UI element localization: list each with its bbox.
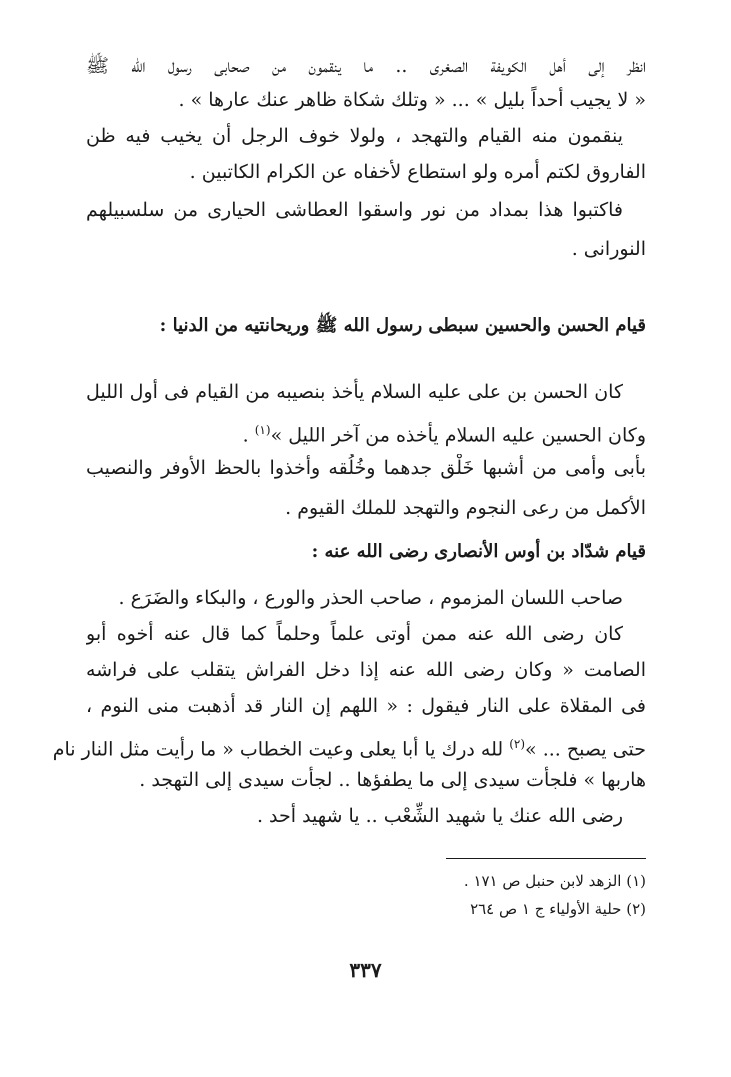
text-line: ينقمون منه القيام والتهجد ، ولولا خوف الرجل أن يخيب فيه ظن — [86, 125, 623, 147]
text-segment: وكان الحسين عليه السلام يأخذه من آخر الليل » — [270, 424, 646, 447]
text-line: بأبى وأمى من أشبها خَلْق جدهما وخُلُقه وأخذوا بالحظ الأوفر والنصيب — [86, 457, 646, 479]
text-line: الصامت « وكان رضى الله عنه إذا دخل الفراش يتقلب على فراشه — [86, 659, 646, 681]
footnote-marker: (١) — [254, 423, 271, 437]
text-segment: . — [242, 424, 255, 447]
text-line: انظر إلى أهل الكويفة الصغرى .. ما ينقمون من صحابى رسول الله ﷺ — [86, 55, 646, 77]
text-line: كان رضى الله عنه ممن أوتى علماً وحلماً كما قال عنه أخوه أبو — [86, 623, 623, 645]
text-line: رضى الله عنك يا شهيد الشِّعْب .. يا شهيد أحد . — [256, 805, 623, 827]
text-line: هاربها » فلجأت سيدى إلى ما يطفؤها .. لجأت سيدى إلى التهجد . — [139, 769, 646, 791]
text-segment: حتى يصبح ... » — [525, 738, 646, 761]
text-line: فى المقلاة على النار فيقول : « اللهم إن النار قد أذهبت منى النوم ، — [86, 695, 646, 717]
footnote-divider — [446, 858, 646, 859]
text-line — [52, 730, 646, 763]
text-line: كان الحسن بن على عليه السلام يأخذ بنصيبه من القيام فى أول الليل — [86, 381, 623, 403]
text-line: صاحب اللسان المزموم ، صاحب الحذر والورع ، والبكاء والضَرَع . — [118, 587, 623, 609]
text-line: فاكتبوا هذا بمداد من نور واسقوا العطاشى الحيارى من سلسبيلهم — [86, 199, 623, 221]
footnote: (١) الزهد لابن حنبل ص ١٧١ . — [463, 872, 646, 890]
text-segment: لله درك يا أبا يعلى وعيت الخطاب « ما رأيت مثل النار نام — [52, 738, 510, 761]
page-number: ٣٣٧ — [349, 958, 382, 982]
text-line: النورانى . — [571, 238, 646, 260]
footnote-marker: (٢) — [509, 737, 526, 751]
section-heading: قيام شدّاد بن أوس الأنصارى رضى الله عنه : — [311, 541, 646, 562]
text-line — [86, 416, 646, 449]
text-line: الأكمل من رعى النجوم والتهجد للملك القيوم . — [285, 497, 646, 519]
text-line: الفاروق لكتم أمره ولو استطاع لأخفاه عن الكرام الكاتبين . — [189, 161, 646, 183]
text-line: « لا يجيب أحداً بليل » ... « وتلك شكاة ظاهر عنك عارها » . — [178, 89, 646, 111]
section-heading: قيام الحسن والحسين سبطى رسول الله ﷺ وريحانتيه من الدنيا : — [159, 315, 646, 336]
footnote: (٢) حلية الأولياء ج ١ ص ٢٦٤ — [470, 900, 646, 918]
